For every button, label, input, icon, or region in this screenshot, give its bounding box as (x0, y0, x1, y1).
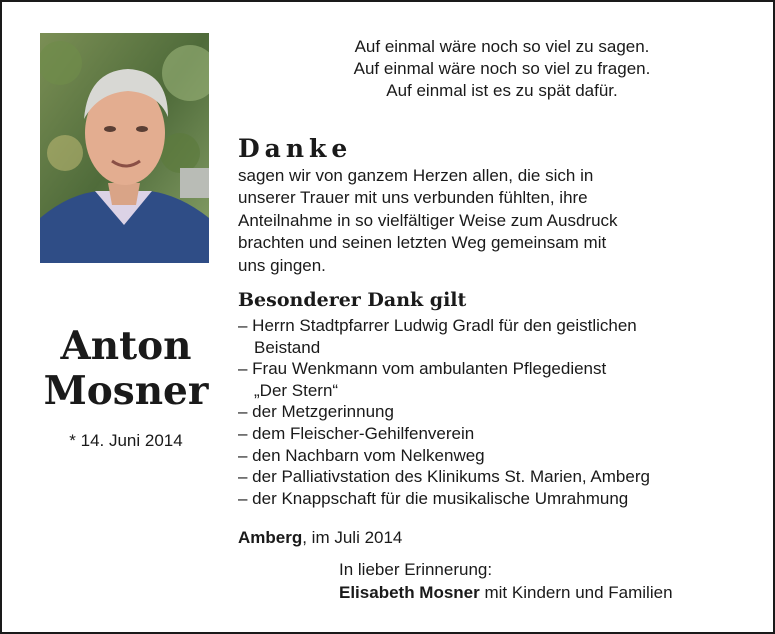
last-name: Mosner (43, 368, 209, 414)
list-item: – der Metzgerinnung (238, 402, 394, 422)
portrait-photo (40, 33, 209, 263)
poem-line: Auf einmal wäre noch so viel zu sagen. (354, 37, 650, 56)
list-item: – Frau Wenkmann vom ambulanten Pflegedienst (238, 359, 607, 379)
birth-date: * 14. Juni 2014 (69, 431, 183, 450)
signatory-name: Elisabeth Mosner (339, 582, 480, 602)
first-name: Anton (60, 323, 192, 369)
list-item: – der Knappschaft für die musikalische Umrahmung (238, 488, 629, 508)
list-item-continuation: „Der Stern“ (254, 380, 339, 400)
danke-line: brachten und seinen letzten Weg gemeinsam mit (238, 233, 607, 253)
deceased-name (32, 324, 220, 414)
closing-signature (339, 559, 673, 604)
place-city: Amberg (238, 528, 303, 547)
danke-heading: Danke (238, 134, 353, 163)
list-item: – dem Fleischer-Gehilfenverein (238, 423, 475, 443)
danke-line: sagen wir von ganzem Herzen allen, die sich in (238, 166, 594, 185)
place-date-text: , im Juli 2014 (302, 528, 403, 547)
danke-text (238, 165, 758, 277)
danke-line: unserer Trauer mit uns verbunden fühlten, ihre (238, 188, 588, 208)
special-thanks-list (238, 315, 763, 509)
poem-line: Auf einmal ist es zu spät dafür. (386, 81, 618, 100)
danke-line: uns gingen. (238, 255, 326, 275)
signatory-rest: mit Kindern und Familien (479, 582, 673, 602)
poem-line: Auf einmal wäre noch so viel zu fragen. (353, 59, 651, 78)
list-item: – der Palliativstation des Klinikums St. Marien, Amberg (238, 467, 650, 487)
list-item: – Herrn Stadtpfarrer Ludwig Gradl für den geistlichen (238, 316, 637, 335)
special-thanks-heading: Besonderer Dank gilt (238, 289, 467, 311)
poem (242, 36, 762, 102)
signature-line (339, 582, 673, 605)
closing-line: In lieber Erinnerung: (339, 560, 493, 579)
list-item-continuation: Beistand (254, 337, 321, 357)
danke-line: Anteilnahme in so vielfältiger Weise zum Ausdruck (238, 210, 618, 230)
place-date (238, 527, 402, 549)
list-item: – den Nachbarn vom Nelkenweg (238, 445, 485, 465)
